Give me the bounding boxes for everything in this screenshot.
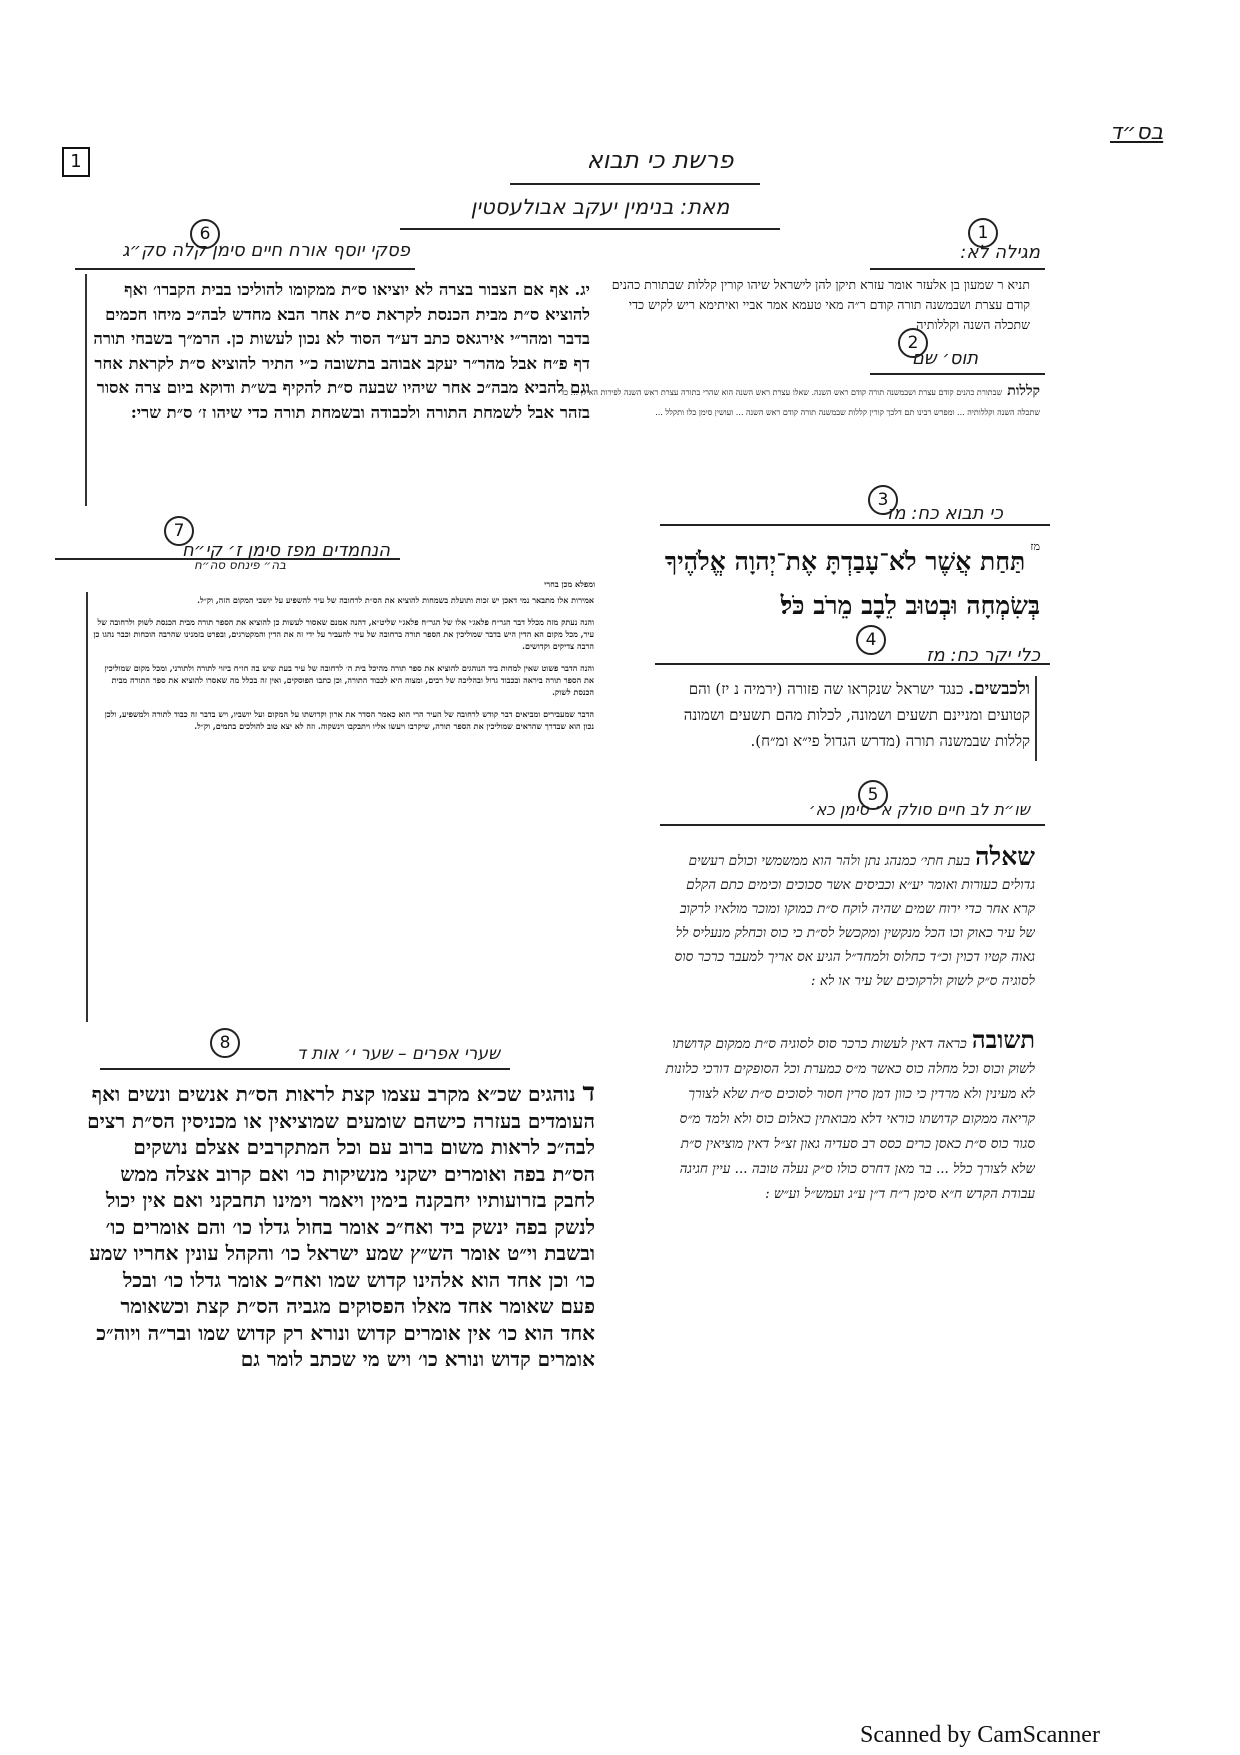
section-8-underline <box>100 1068 510 1070</box>
section-8-block <box>85 1080 595 1425</box>
section-4-heading: כלי יקר כח: מז <box>926 645 1040 666</box>
section-2-number: 2 <box>898 328 928 358</box>
corner-title: בס״ד <box>1110 120 1164 145</box>
section-6-border <box>85 274 87 506</box>
page-number-box <box>62 147 90 177</box>
section-7-heading: הנחמדים מפז סימן ז׳ קי״ח <box>181 540 390 561</box>
section-6-block <box>90 278 590 510</box>
section-6-number: 6 <box>190 219 220 249</box>
section-2-block <box>545 380 1040 485</box>
section-7-paragraph-4: הדבר שמעבירים ומביאים דבר קודש לרחובה של העיר הרי הוא כאמר הסדר את ארון וקדושתו על המקום ועל יושביו, ויש בדבר זה כבוד לתורה ולמשפיע, ולכן נכון הוא שבדרך שהראים שמוליכין את הספר תורה, שיקרבו ויעשו אליו ויתבקבו וינשקוה. וזה לא יצא טוב להולכים בתמים, וק״ל. <box>104 709 594 731</box>
section-6-heading: פסקי יוסף אורח חיים סימן קלה סק״ג <box>122 240 410 261</box>
section-4-body: כנגד ישראל שנקראו שה פזורה (ירמיה נ יז) והם קטועים ומניינם תשעים ושמונה, לכלות מהם תשעים ושמונה קללות שבמשנה תורה (מדרש הגדול פי״א ומ״ח). <box>683 680 1030 750</box>
section-2-heading: תוס׳ שם <box>911 348 979 369</box>
section-2-underline <box>870 373 1045 375</box>
section-3-underline <box>660 524 1050 526</box>
section-2-body: שבתורת כהנים קודם עצרת ושבמשנה תורה קודם ראש השנה. שאלו עצרת ראש השנה הוא שהרי בתורה עצרת ראש השנה לפירות האילן ... כדי שתכלה השנה וקללותיה ... ומפרש רבינו תם דלכך קורין קללות שבמשנה תורה קודם ראש השנה ... ועושין סימן כלו ותקלל ... <box>558 388 1040 417</box>
section-5-heading: שו״ת לב חיים סולק א׳ סימן כא׳ <box>808 800 1030 819</box>
section-1-block <box>600 275 1030 337</box>
section-5-question-label: שאלה <box>975 842 1035 871</box>
page-number: 1 <box>70 151 82 172</box>
section-6-marker: יג. <box>574 280 590 299</box>
section-7-corner-tag: ומפלא מכן בחרי <box>544 579 595 589</box>
section-7-paragraph-2: והנה נעתק מזה מכלל דבר הגר״ח פלאג׳י אלו של הגר״ח פלאג׳י שליט״א, דהנה אמנם שאסור לעשות כן להוציא את הספר תורה מבית הכנסת לשוק ולרחובה של עיר, מכל מקום הא הדין היש בדבר שמוליכין את הספר תורה ברחובה של עיר להעביר על ידי זה את הדין והמקטרגים, ובפרט בזמנינו שהרבה הוכחות וכבר נהגו כן הרבה צדיקים וקדושים. <box>93 617 594 651</box>
section-5-answer-label: תשובה <box>971 1025 1035 1054</box>
section-7-border <box>86 592 88 1022</box>
section-5-underline <box>660 824 1045 826</box>
scanner-watermark: Scanned by CamScanner <box>860 1722 1100 1748</box>
section-5-question-block <box>665 842 1035 1014</box>
section-6-underline <box>75 268 415 270</box>
section-1-body: תניא ר שמעון בן אלעזר אומר עזרא תיקן להן לישראל שיהו קורין קללות שבתורת כהנים קודם עצרת ושבמשנה תורה קודם ר״ה מאי טעמא אמר אביי ואיתימא ריש לקיש כדי שתכלה השנה וקללותיה <box>611 277 1030 332</box>
author-underline <box>400 228 780 230</box>
section-3-number: 3 <box>868 485 898 515</box>
section-5-answer-body: כראה דאין לעשות כרכר סוס לסוגיה ס״ת ממקום קדושתו לשוק וכוס וכל מחלה כוס כאשר מ״ס כמערת וכל הסופקים דורכי כלונות לא מעינין ולא מרדין כי כוון דמן סרין חסור לסוכים ס״ת שלא לצורך קריאה ממקום קדושתו כוראי דלא מבואתין כאלום כוס ולא ולמד מ״ס סגור כוס ס״ת כאסן כרים כסס רב סעדיה גאון זצ״ל דאין מוציאין ס״ת שלא לצורך כלל ... בר מאן דחרס כולו ס״ק נעלה טובה ... עיין חגיגה עבודת הקדש ח״א סימן ר״ח ד״ן ע״ג ועמש״ל וע״ש : <box>665 1036 1035 1202</box>
section-4-border <box>1035 676 1037 761</box>
author-line: מאת: בנימין יעקב אבולעסטין <box>470 195 730 219</box>
section-1-heading: מגילה לא: <box>960 242 1040 263</box>
section-3-heading: כי תבוא כח: מז <box>887 503 1003 524</box>
section-1-number: 1 <box>968 218 998 248</box>
section-8-body: נוהגים שכ״א מקרב עצמו קצת לראות הס״ת אנשים ונשים ואף העומדים בעזרה כישהם שומעים שמוציאין או מכניסין הס״ת רצים לבה״כ לראות משום ברוב עם וכל המתקרבים אצלם נושקים הס״ת בפה ואומרים ישקני מנשיקות כו׳ ואם קרוב אצלה ממש לחבק בזרועותיו יחבקנה בימין ויאמר וימינו תחבקני ואם אין יכול לנשק בפה ינשק ביד ואח״כ אומר בחול גדלו כו׳ והם אומרים כו׳ ובשבת וי״ט אומר הש״ץ שמע ישראל כו׳ והקהל עונין אחריו שמע כו׳ וכן אחד הוא אלהינו קדוש שמו ואח״כ אומר גדלו כו׳ ובכל פעם שאומר אחד מאלו הפסוקים מגביה הס״ת קצת וכשאומר אחד הוא כו׳ אין אומרים קדוש ונורא רק קדוש שמו ובר״ה ויוה״כ אומרים קדוש ונורא כו׳ ויש מי שכתב לומר גם <box>87 1082 595 1371</box>
section-3-block <box>610 540 1040 640</box>
section-5-answer-block <box>665 1025 1035 1420</box>
section-8-heading: שערי אפרים – שער י׳ אות ד <box>296 1044 500 1064</box>
section-8-marker: ד <box>582 1080 595 1108</box>
section-7-number: 7 <box>164 516 194 546</box>
section-1-underline <box>870 268 1045 270</box>
section-3-verse: תַּחַת אֲשֶׁר לֹא־עָבַדְתָּ אֶת־יְהוָה אֱלֹהֶיךָ בְּשִׂמְחָה וּבְטוּב לֵבָב מֵרֹב כֹּל׃ <box>664 547 1040 620</box>
section-4-number: 4 <box>856 625 886 655</box>
main-title: פרשת כי תבוא <box>586 146 734 174</box>
section-7-paragraph-3: והנה הדבר פשוט שאין למחות ביד הנוהגים להוציא את ספר תורה מהיכל בית ה׳ לרחובה של עיר בעת שיש בה חו״ח ביזוי לתורה ולתורני, ומכל מקום שמוליכין את הספר תורה ביראה ובכבוד גדול ובהליכה של רבים, ומצוה היא לכבוד התורה, וכן כתבו הפוסקים, ואין זה בכלל מה שאסרו להוציא את ספר התורה מבית הכנסת לשוק. <box>104 663 594 697</box>
section-7-block <box>92 594 594 1022</box>
section-4-underline <box>655 663 1050 665</box>
section-6-body: אף אם הצבור בצרה לא יוציאו ס״ת ממקומו להוליכו בבית הקברו׳ ואף להוציא ס״ת מבית הכנסת לקראת ס״ת אחר הבא מחדש לבה״כ מיחו חכמים בדבר ומהר״י אירגאס כתב דע״ד הסוד לא נכון לעשות כן. הרמ״ך בשבחי תורה דף פ״ח אבל מהר״ר יעקב אבוהב בתשובה כ״י התיר להוציא ס״ת לקראת אחר וגם להביא מבה״כ אחר שיהיו שבעה ס״ת להקיף בש״ת ודוקא ביום צרה אסור בזהר אבל לשמחת התורה ולכבודה ובשמחת תורה כדי שיהו ז׳ ס״ת שרי: <box>93 280 590 422</box>
section-5-question-body: בעת חתי׳ כמנהג נתן ולהר הוא ממשמשי וכולם רעשים גדולים כעורות ואומר יע״א וכביסים אשר סכוכים וכימים כתם הקלם קרא אחר כדי ירוח שמים שהיה לוקח ס״ת כמוקו ומוכר מולאיו לרקוב של עיר כאוק וכו הכל מנקשין ומקכשל לס״ת כי כוס וכחלק מנעליס לל גאוה קטיו דכוין וכ״ד כחלוס ולמחד״ל הגיע אס אריך למעבר כרכר סוס לסוגיה ס״ק לשוק ולרקוכים של עיר או לא : <box>674 853 1035 989</box>
section-7-paragraph-1: אמירות אלו מתבאר נמי דאכן יש זכות ותועלת בשמחות להוציא את הס״ת לרחובה של עיר להשפיע על יושבי המקום הזה, וק״ל. <box>197 595 594 605</box>
section-7-subheading: בה״ פינחס סה״ח <box>194 558 286 572</box>
section-4-block <box>680 676 1030 800</box>
section-8-number: 8 <box>210 1028 240 1058</box>
section-2-lead: קללות <box>1007 383 1040 399</box>
title-underline <box>510 183 760 185</box>
section-3-verse-number: מז <box>1030 540 1040 553</box>
section-4-lead: ולכבשים. <box>968 679 1030 699</box>
section-5-number: 5 <box>858 780 888 810</box>
